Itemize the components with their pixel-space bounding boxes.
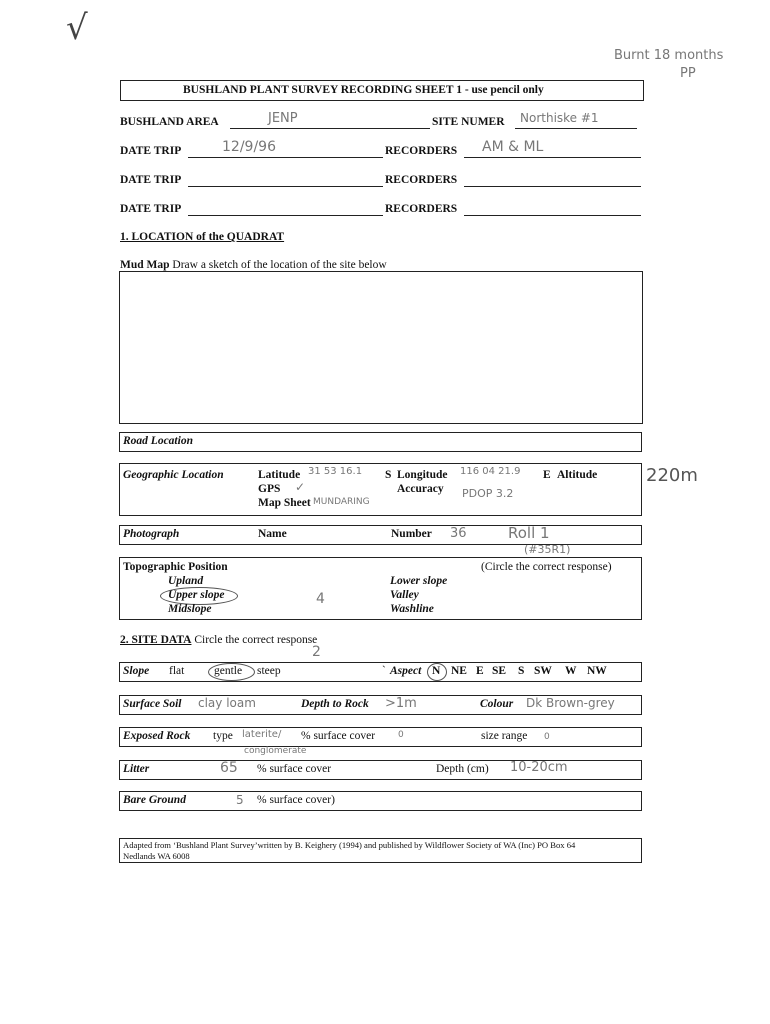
aspect-w[interactable]: W [565, 665, 577, 677]
photo-name-label: Name [258, 528, 287, 540]
rock-type-label: type [213, 730, 233, 742]
litter-surface-cover-label: % surface cover [257, 763, 332, 775]
surface-soil-label: Surface Soil [123, 698, 182, 710]
surface-soil-box [119, 695, 642, 715]
topo-mark: 4 [316, 591, 325, 607]
litter-value[interactable]: 65 [220, 760, 238, 776]
site-mark-2: 2 [312, 644, 321, 660]
litter-depth-value[interactable]: 10-20cm [510, 760, 568, 775]
aspect-n-circle [427, 663, 447, 681]
surface-soil-value[interactable]: clay loam [198, 696, 256, 710]
check-mark: √ [66, 8, 88, 48]
aspect-n[interactable]: N [432, 665, 441, 677]
margin-note-initials: PP [680, 66, 696, 81]
site-number-line [515, 128, 637, 129]
sheet-title: BUSHLAND PLANT SURVEY RECORDING SHEET 1 - use pencil only [183, 84, 544, 96]
topo-valley[interactable]: Valley [390, 589, 419, 601]
margin-note-burnt: Burnt 18 months [614, 48, 724, 63]
bare-ground-value[interactable]: 5 [236, 793, 244, 807]
bushland-area-value[interactable]: JENP [268, 111, 298, 126]
recorders-3-line[interactable] [464, 215, 641, 216]
mud-map-label: Mud Map [120, 259, 170, 271]
site-data-heading: 2. SITE DATA [120, 634, 192, 646]
date-trip-3-label: DATE TRIP [120, 203, 182, 215]
rock-surface-cover-label: % surface cover [301, 730, 376, 742]
map-sheet-value[interactable]: MUNDARING [313, 497, 370, 507]
photograph-label: Photograph [123, 528, 180, 540]
photo-number-label: Number [391, 528, 432, 540]
topo-midslope[interactable]: Midslope [168, 603, 212, 615]
colour-label: Colour [480, 698, 514, 710]
slope-flat[interactable]: flat [169, 665, 185, 677]
gps-label: GPS [258, 483, 281, 495]
aspect-ne[interactable]: NE [451, 665, 467, 677]
date-trip-3-line[interactable] [188, 215, 383, 216]
mud-map-instruction: Draw a sketch of the location of the site below [172, 259, 387, 271]
photo-roll-note: (#35R1) [524, 543, 571, 556]
citation-line-2: Nedlands WA 6008 [123, 851, 190, 861]
slope-aspect-box [119, 662, 642, 682]
altitude-label: Altitude [557, 469, 598, 481]
latitude-hemisphere: S [385, 469, 392, 481]
rock-type-value[interactable]: laterite/ [242, 729, 282, 740]
aspect-label: Aspect [390, 665, 422, 677]
bare-ground-surface-cover-label: % surface cover) [257, 794, 335, 806]
geographic-location-label: Geographic Location [123, 469, 224, 481]
location-heading: 1. LOCATION of the QUADRAT [120, 231, 285, 243]
recorders-1-label: RECORDERS [385, 145, 458, 157]
gentle-circle [208, 663, 255, 681]
colour-value[interactable]: Dk Brown-grey [526, 696, 615, 710]
slope-gentle[interactable]: gentle [214, 665, 243, 677]
photograph-box [119, 525, 642, 545]
road-location-box[interactable] [119, 432, 642, 452]
aspect-se[interactable]: SE [492, 665, 507, 677]
aspect-nw[interactable]: NW [587, 665, 607, 677]
size-range-value[interactable]: 0 [544, 732, 550, 742]
litter-box [119, 760, 642, 780]
aspect-sw[interactable]: SW [534, 665, 552, 677]
mud-map-box[interactable] [119, 271, 643, 424]
date-trip-2-line[interactable] [188, 186, 383, 187]
recorders-1-value[interactable]: AM & ML [482, 139, 544, 155]
accuracy-label: Accuracy [397, 483, 444, 495]
rock-type-value-2: conglomerate [244, 746, 307, 756]
altitude-value[interactable]: 220m [646, 465, 698, 486]
date-trip-1-value[interactable]: 12/9/96 [222, 139, 276, 155]
latitude-label: Latitude [258, 469, 301, 481]
photo-number-value[interactable]: 36 [450, 526, 467, 541]
title-box [120, 80, 644, 101]
site-number-value[interactable]: Northiske #1 [520, 111, 599, 125]
exposed-rock-label: Exposed Rock [123, 730, 191, 742]
bushland-area-label: BUSHLAND AREA [120, 116, 219, 128]
recorders-2-line[interactable] [464, 186, 641, 187]
topo-upper-slope[interactable]: Upper slope [168, 589, 225, 601]
citation-box [119, 838, 642, 863]
date-trip-1-label: DATE TRIP [120, 145, 182, 157]
topographic-position-label: Topographic Position [123, 561, 228, 573]
geographic-location-box [119, 463, 642, 516]
size-range-label: size range [481, 730, 528, 742]
topo-washline[interactable]: Washline [390, 603, 434, 615]
topographic-instruction: (Circle the correct response) [481, 561, 612, 573]
topo-upland[interactable]: Upland [168, 575, 204, 587]
recorders-2-label: RECORDERS [385, 174, 458, 186]
depth-to-rock-label: Depth to Rock [301, 698, 369, 710]
rock-surface-cover-value[interactable]: 0 [398, 730, 404, 740]
bushland-area-line [230, 128, 430, 129]
exposed-rock-box [119, 727, 642, 747]
recorders-3-label: RECORDERS [385, 203, 458, 215]
longitude-label: Longitude [397, 469, 448, 481]
depth-to-rock-value[interactable]: >1m [385, 696, 417, 711]
aspect-e[interactable]: E [476, 665, 484, 677]
slope-label: Slope [123, 665, 150, 677]
slope-steep[interactable]: steep [257, 665, 281, 677]
accuracy-value[interactable]: PDOP 3.2 [462, 487, 514, 500]
site-data-instruction: Circle the correct response [194, 634, 318, 646]
longitude-value[interactable]: 116 04 21.9 [460, 466, 521, 477]
gps-value[interactable]: ✓ [295, 480, 306, 494]
litter-label: Litter [123, 763, 150, 775]
topographic-position-box [119, 557, 642, 620]
photo-roll-value[interactable]: Roll 1 [508, 524, 550, 542]
site-number-label: SITE NUMER [432, 116, 505, 128]
map-sheet-label: Map Sheet [258, 497, 311, 509]
litter-depth-label: Depth (cm) [436, 763, 489, 775]
citation-line-1: Adapted from ‘Bushland Plant Survey’written by B. Keighery (1994) and published by Wildflower Society of WA (Inc) PO Box 64 [123, 840, 576, 850]
date-trip-2-label: DATE TRIP [120, 174, 182, 186]
road-location-label: Road Location [123, 435, 193, 447]
topo-lower-slope[interactable]: Lower slope [390, 575, 448, 587]
aspect-prefix: ` [382, 665, 386, 677]
latitude-value[interactable]: 31 53 16.1 [308, 466, 363, 477]
longitude-hemisphere: E [543, 469, 551, 481]
aspect-s[interactable]: S [518, 665, 525, 677]
bare-ground-label: Bare Ground [123, 794, 186, 806]
bare-ground-box [119, 791, 642, 811]
date-trip-1-line [188, 157, 383, 158]
recorders-1-line [464, 157, 641, 158]
